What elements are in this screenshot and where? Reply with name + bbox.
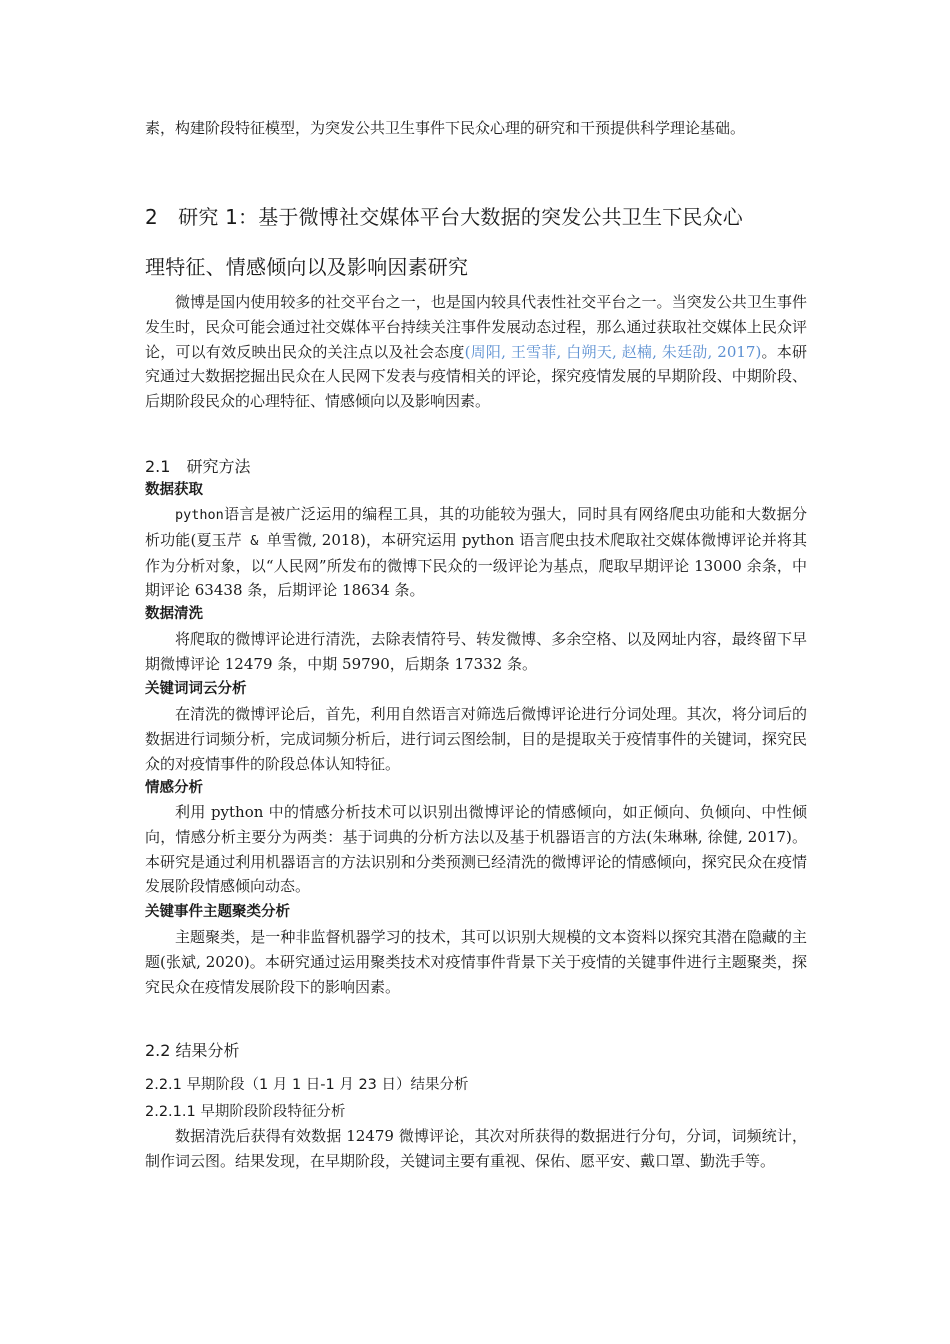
intro-tail-paragraph: 素，构建阶段特征模型，为突发公共卫生事件下民众心理的研究和干预提供科学理论基础。 <box>145 119 746 137</box>
ampersand: & <box>241 532 267 549</box>
data-acquisition-heading: 数据获取 <box>145 482 203 498</box>
keyword-cloud-heading: 关键词词云分析 <box>145 681 247 697</box>
topic-cluster-paragraph: 主题聚类，是一种非监督机器学习的技术，其可以识别大规模的文本资料以探究其潜在隐藏的主题(张斌, 2020)。本研究通过运用聚类技术对疫情事件背景下关于疫情的关键事件进行主题聚类，探究民众在疫情发展阶段下的影响因素。 <box>145 928 807 996</box>
keyword-cloud-paragraph: 在清洗的微博评论后，首先，利用自然语言对筛选后微博评论进行分词处理。其次，将分词后的数据进行词频分析，完成词频分析后，进行词云图绘制，目的是提取关于疫情事件的关键词，探究民众的对疫情事件的阶段总体认知特征。 <box>145 705 807 773</box>
section-2-2-title: 2.2 结果分析 <box>145 1041 240 1060</box>
section-2-1-title: 2.1 研究方法 <box>145 457 251 476</box>
section-2-title-cont <box>145 242 807 292</box>
section-2-intro-paragraph <box>145 290 807 414</box>
section-2-2-1-title: 2.2.1 早期阶段（1 月 1 日-1 月 23 日）结果分析 <box>145 1077 469 1093</box>
results-early-paragraph: 数据清洗后获得有效数据 12479 微博评论，其次对所获得的数据进行分句，分词，词频统计，制作词云图。结果发现，在早期阶段，关键词主要有重视、保佑、愿平安、戴口罩、勤洗手等。 <box>145 1127 807 1170</box>
sentiment-paragraph: 利用 python 中的情感分析技术可以识别出微博评论的情感倾向，如正倾向、负倾向、中性倾向，情感分析主要分为两类：基于词典的分析方法以及基于机器语言的方法(朱琳琳, 徐健, 2017)。本研究是通过利用机器语言的方法识别和分类预测已经清洗的微博评论的情感倾向，探究民众在疫情发展阶段情感倾向动态。 <box>145 803 807 896</box>
intro-text-b: 。本研究通过大数据挖掘出民众在人民网下发表与疫情相关的评论，探究疫情发展的早期阶段、中期阶段、后期阶段民众的心理特征、情感倾向以及影响因素。 <box>145 342 807 411</box>
data-acq-text-b: 单雪微, 2018)，本研究运用 python 语言爬虫技术爬取社交媒体微博评论并将其作为分析对象，以“人民网”所发布的微博下民众的一级评论为基点，爬取早期评论 13000 余条，中期评论 63438 条，后期评论 18634 条。 <box>145 530 807 600</box>
python-term: python <box>175 507 224 523</box>
section-2-title <box>145 192 807 242</box>
citation-link[interactable]: (周阳, 王雪菲, 白朔天, 赵楠, 朱廷劭, 2017) <box>464 342 762 361</box>
data-acq-text-a: 语言是被广泛运用的编程工具，其的功能较为强大，同时具有网络爬虫功能和大数据分析功能(夏玉芹 <box>145 505 807 549</box>
sentiment-heading: 情感分析 <box>145 780 203 796</box>
section-2-title-line2: 理特征、情感倾向以及影响因素研究 <box>145 255 469 279</box>
section-2-title-line1: 2 研究 1：基于微博社交媒体平台大数据的突发公共卫生下民众心 <box>145 205 744 229</box>
data-cleaning-heading: 数据清洗 <box>145 606 203 622</box>
topic-cluster-heading: 关键事件主题聚类分析 <box>145 904 290 920</box>
section-2-2-1-1-title: 2.2.1.1 早期阶段阶段特征分析 <box>145 1104 346 1120</box>
data-acquisition-paragraph <box>145 502 807 603</box>
intro-text-a: 微博是国内使用较多的社交平台之一，也是国内较具代表性社交平台之一。当突发公共卫生事件发生时，民众可能会通过社交媒体平台持续关注事件发展动态过程，那么通过获取社交媒体上民众评论，可以有效反映出民众的关注点以及社会态度 <box>145 293 807 361</box>
data-cleaning-paragraph: 将爬取的微博评论进行清洗，去除表情符号、转发微博、多余空格、以及网址内容，最终留下早期微博评论 12479 条，中期 59790，后期条 17332 条。 <box>145 630 807 673</box>
